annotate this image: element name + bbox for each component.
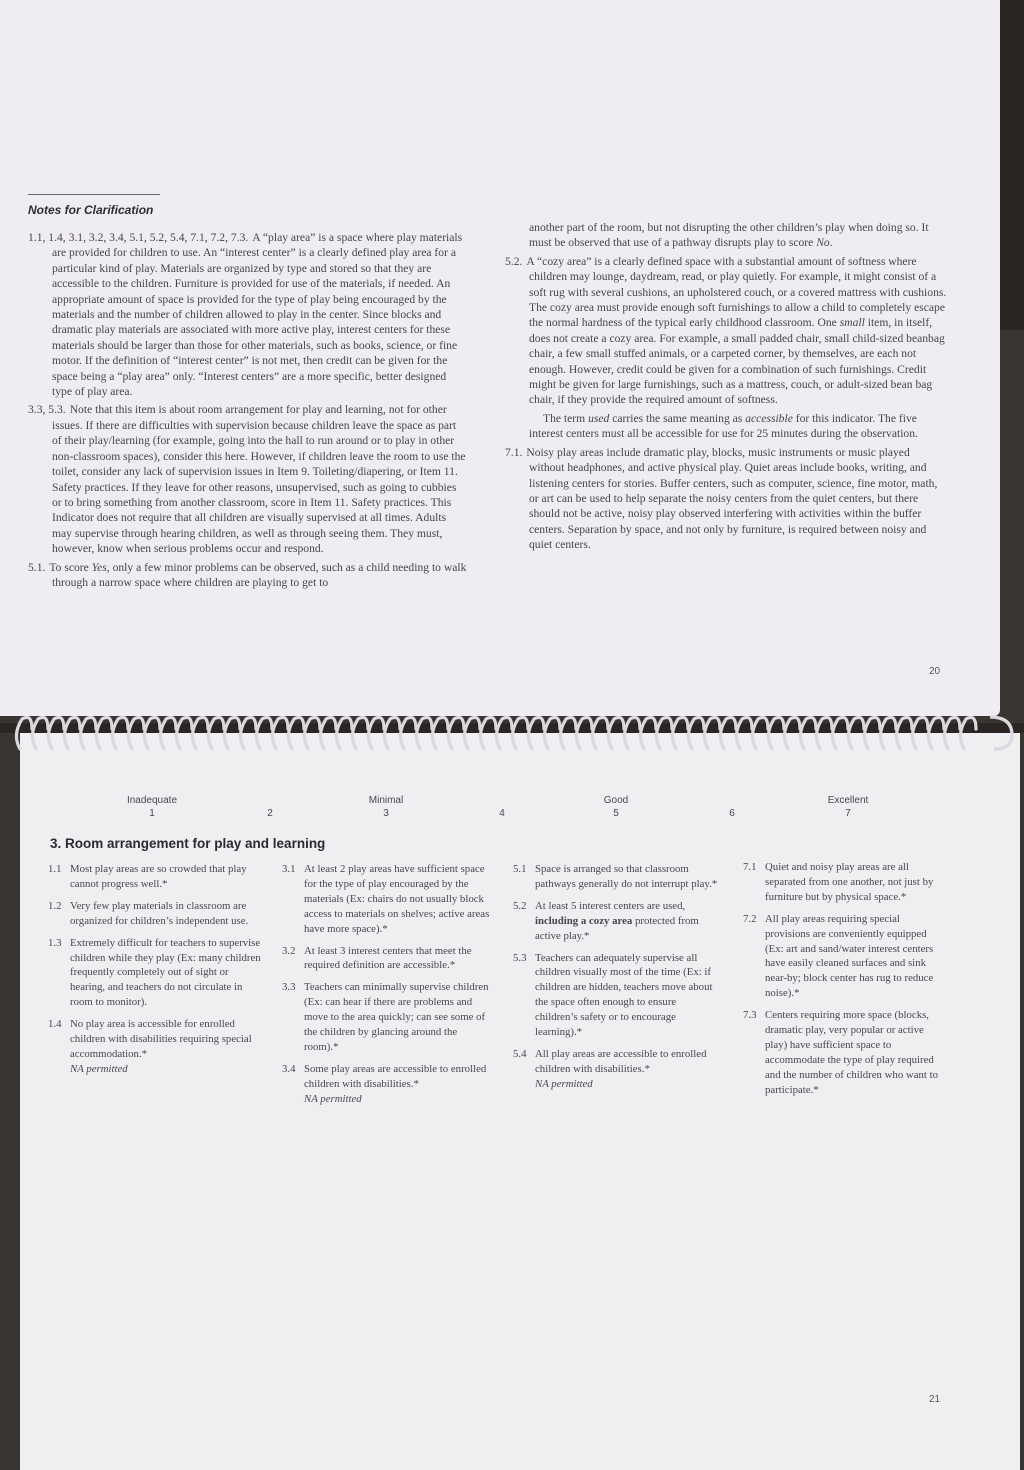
spiral-coil [448, 717, 464, 749]
note-play-area [28, 230, 468, 399]
note-text: for this indicator. The five interest centers must all be accessible for use for 25 minutes during the observation. [529, 411, 918, 441]
note-emphasis: accessible [745, 411, 793, 425]
note-emphasis: No [816, 236, 830, 250]
indicator-text: Space is arranged so that classroom pathways generally do not interrupt play.* [535, 863, 718, 890]
spiral-coil [432, 717, 448, 749]
spiral-coil [32, 717, 48, 749]
indicator-number: 7.1 [743, 861, 757, 873]
indicator-text: Centers requiring more space (blocks, dramatic play, very popular or active play) have sufficient space to accommodate the type of play required and the number of children who want to participate.* [765, 1009, 939, 1096]
indicator [743, 860, 943, 905]
spiral-coil [224, 717, 240, 749]
indicator-number: 7.2 [743, 912, 757, 925]
note-emphasis: small [839, 316, 865, 330]
note-text: Note that this item is about room arrangement for play and learning, not for other issues. If there are difficulties with supervision because children leave the space as part of their play/learning (for example, going into the hall to run around or to play in other non-classroom spaces), consider this here. However, if children leave the room to use the toilet, consider any lack of supervision issues in Item 9. Toileting/diapering, or Item 11. Safety practices. If they leave for other reasons, unsupervised, such as going to cubbies or to bring something from another classroom, score in Item 11. Safety practices. This Indicator does not require that all children are visually supervised at all times. Adults may supervise through hearing children, as well as through seeing them. They must, however, know when serious problems occur and respond. [52, 403, 466, 556]
spiral-coil [784, 717, 800, 749]
spiral-coil [752, 717, 768, 749]
spiral-coil [208, 717, 224, 749]
spiral-coil [128, 717, 144, 749]
spiral-coil [960, 717, 976, 749]
notes-heading: Notes for Clarification [28, 203, 154, 217]
indicator [743, 912, 943, 1001]
note-pathways-continued [505, 220, 947, 251]
indicator-text: Most play areas are so crowded that play cannot progress well.* [70, 863, 247, 890]
scale-label-minimal: Minimal [368, 795, 404, 806]
rating-scale [0, 795, 1024, 827]
indicator-text: protected from active play.* [535, 914, 699, 942]
indicator-text: Quiet and noisy play areas are all separated from one another, not just by furniture but by physical space.* [765, 861, 934, 903]
spiral-coil [304, 717, 320, 749]
note-number: 1.1, 1.4, 3.1, 3.2, 3.4, 5.1, 5.2, 5.4, 7.1, 7.2, 7.3. [28, 231, 249, 244]
spiral-coil [64, 717, 80, 749]
column-minimal [282, 862, 494, 1114]
spiral-coil [320, 717, 336, 749]
spiral-coil [512, 717, 528, 749]
scale-number: 7 [845, 808, 851, 819]
note-number: 3.3, 5.3. [28, 403, 66, 417]
indicator [48, 899, 263, 929]
indicator-number: 1.1 [48, 863, 62, 875]
note-text: To score [49, 560, 92, 574]
note-emphasis: used [588, 411, 610, 425]
indicator-number: 1.2 [48, 899, 62, 912]
spiral-coil [112, 717, 128, 749]
spiral-coil [176, 717, 192, 749]
indicator-number: 7.3 [743, 1009, 757, 1022]
indicator-number: 1.3 [48, 936, 62, 949]
column-excellent [743, 860, 943, 1105]
indicator [48, 862, 263, 892]
scale-number: 6 [729, 808, 735, 819]
note-text: carries the same meaning as [609, 411, 746, 425]
note-text: The term [543, 411, 589, 425]
spiral-coil [896, 717, 912, 749]
spiral-coil [640, 717, 656, 749]
spiral-coil [768, 717, 784, 749]
spiral-coil [864, 717, 880, 749]
spiral-binding [0, 705, 1024, 765]
indicator [282, 980, 494, 1055]
spiral-coil [96, 717, 112, 749]
indicator-text: Some play areas are accessible to enrolled children with disabilities.* [304, 1062, 487, 1090]
notes-right-column [505, 220, 947, 556]
spiral-coil [608, 717, 624, 749]
spiral-coil [192, 717, 208, 749]
indicator-number: 5.2 [513, 899, 527, 912]
indicator [48, 936, 263, 1011]
na-permitted-note: NA permitted [70, 1062, 128, 1075]
indicator [282, 1062, 494, 1107]
spiral-coil [880, 717, 896, 749]
spiral-coil [624, 717, 640, 749]
spiral-coil [544, 717, 560, 749]
spiral-coil [256, 717, 272, 749]
spiral-coil [592, 717, 608, 749]
spiral-coil [464, 717, 480, 749]
scale-label-good: Good [603, 795, 629, 806]
scale-label-inadequate: Inadequate [126, 795, 178, 806]
note-number: 5.2. [505, 254, 523, 268]
indicator [282, 944, 494, 974]
page-20 [0, 0, 1000, 716]
spiral-coil [688, 717, 704, 749]
indicator-text: Teachers can adequately supervise all children visually most of the time (Ex: if children are hidden, teachers move about the space often enough to ensure children’s safety or to encourage learning).* [535, 951, 713, 1039]
spiral-coil [240, 717, 256, 749]
note-number: 7.1. [505, 445, 523, 459]
indicator-text: Extremely difficult for teachers to supervise children while they play (Ex: many children frequently completely out of sight or hearing, and teachers do not circulate in room to monitor). [70, 936, 261, 1009]
indicator [282, 862, 494, 937]
spiral-coil [48, 717, 64, 749]
indicator-text: No play area is accessible for enrolled children with disabilities requiring special accommodation.* [70, 1018, 252, 1060]
scale-number: 3 [383, 808, 389, 819]
spiral-coil [560, 717, 576, 749]
indicator-number: 5.4 [513, 1047, 527, 1060]
indicator-number: 3.4 [282, 1062, 296, 1075]
indicator-number: 1.4 [48, 1018, 62, 1031]
indicator-number: 5.3 [513, 951, 527, 964]
scale-label-excellent: Excellent [827, 795, 869, 806]
spiral-coil [928, 717, 944, 749]
indicator-number: 5.1 [513, 863, 527, 875]
note-text: another part of the room, but not disrupting the other children’s play when doing so. It must be observed that use of a pathway disrupts play to score [529, 221, 929, 250]
spiral-coil [816, 717, 832, 749]
note-cozy-area [505, 254, 947, 408]
spiral-coil [832, 717, 848, 749]
spiral-coil [144, 717, 160, 749]
indicator [513, 1047, 718, 1092]
spiral-coil [480, 717, 496, 749]
column-inadequate [48, 862, 263, 1084]
spiral-coil [736, 717, 752, 749]
spiral-coil [800, 717, 816, 749]
spiral-coil [720, 717, 736, 749]
note-text: item, in itself, does not create a cozy area. For example, a small padded chair, small child-sized beanbag chair, a few small stuffed animals, or a carpeted corner, by themselves, are each not enough. However, credit could be given for a combination of such furnishings. Credit might be given for large furnishings, such as a mattress, couch, or adult-sized bean bag chair, if they provide the required amount of softness. [529, 316, 945, 407]
spiral-coil [160, 717, 176, 749]
spiral-coil [496, 717, 512, 749]
scale-number: 1 [149, 808, 155, 819]
note-text: A “play area” is a space where play materials are provided for children to use. An “interest center” is a clearly defined play area for a particular kind of play. Materials are organized by type and stored so that they are accessible to the children. Furniture is provided for use of the materials, if needed. An appropriate amount of space is provided for the type of play being encouraged by the materials and the number of children allowed to play in the center. Since blocks and dramatic play materials are associated with more active play, interest centers for these materials should be larger than those for other materials, such as books, science, or fine motor. If the definition of “interest center” is not met, then credit can be given for the space being a “play area” only. “Interest centers” are a more specific, better designed type of play area. [52, 231, 463, 399]
note-number: 5.1. [28, 560, 46, 574]
indicator [513, 862, 718, 892]
scale-number: 5 [613, 808, 619, 819]
spiral-coil [912, 717, 928, 749]
indicator [48, 1017, 263, 1077]
spiral-coil [848, 717, 864, 749]
spiral-coil [400, 717, 416, 749]
scale-number: 4 [499, 808, 505, 819]
indicator-text: At least 2 play areas have sufficient space for the type of play encouraged by the materials (Ex: chairs do not usually block access to materials on shelves; active areas have more space).* [304, 863, 490, 935]
note-text: Noisy play areas include dramatic play, blocks, music instruments or music played without headphones, and active physical play. Quiet areas include books, writing, and listening centers for stories. Buffer centers, such as computer, science, fine motor, math, or art can be used to help separate the noisy centers from the quiet centers, but there should not be active, noisy play observed interfering with activities within the buffer centers. Separation by space, and not only by furniture, is required between noisy and quiet centers. [526, 445, 938, 552]
indicator-number: 3.1 [282, 863, 296, 875]
heading-rule [28, 194, 160, 195]
spiral-coil [288, 717, 304, 749]
indicator-text: All play areas are accessible to enrolled children with disabilities.* [535, 1047, 707, 1075]
page-number: 20 [929, 666, 941, 677]
spiral-coil [80, 717, 96, 749]
spiral-coil [384, 717, 400, 749]
indicator-bold-text: including a cozy area [535, 914, 633, 927]
spiral-coil [528, 717, 544, 749]
notes-left-column [28, 230, 468, 593]
item-title: 3. Room arrangement for play and learning [50, 836, 326, 851]
indicator-text: All play areas requiring special provisions are conveniently equipped (Ex: art and sand/water interest centers have easily cleaned surfaces and sink near-by; block center has rug to reduce noise).* [765, 912, 934, 1000]
note-cozy-area-used [505, 411, 947, 442]
indicator [513, 951, 718, 1040]
page-number: 21 [929, 1394, 941, 1405]
note-pathways [28, 560, 468, 591]
indicator [513, 899, 718, 944]
spiral-coil [272, 717, 288, 749]
spiral-coil [336, 717, 352, 749]
spiral-coil [704, 717, 720, 749]
na-permitted-note: NA permitted [304, 1092, 362, 1105]
indicator-number: 3.2 [282, 944, 296, 957]
spiral-coil [672, 717, 688, 749]
note-text: , only a few minor problems can be observed, such as a child needing to walk through a narrow space where children are playing to get to [52, 560, 467, 589]
note-text: A “cozy area” is a clearly defined space with a substantial amount of softness where children may lounge, daydream, read, or play quietly. For example, it might consist of a soft rug with several cushions, an upholstered couch, or a covered mattress with cushions. The cozy area must provide enough soft furnishings to allow a child to completely escape the normal hardness of the typical early childhood classroom. One [526, 254, 947, 330]
indicator-text: At least 3 interest centers that meet the required definition are accessible.* [304, 944, 472, 972]
scale-number: 2 [267, 808, 273, 819]
spiral-coil [368, 717, 384, 749]
spiral-coil [352, 717, 368, 749]
indicator-text: At least 5 interest centers are used, [535, 899, 686, 912]
indicator [743, 1008, 943, 1097]
na-permitted-note: NA permitted [535, 1077, 593, 1090]
indicator-text: Teachers can minimally supervise children (Ex: can hear if there are problems and move to the area quickly; can see some of the children by glancing around the room).* [304, 981, 489, 1053]
spiral-coil [576, 717, 592, 749]
spiral-coil [944, 717, 960, 749]
spiral-coil [656, 717, 672, 749]
note-noisy-quiet [505, 445, 947, 553]
note-text: . [829, 236, 833, 250]
spiral-coil [16, 717, 32, 749]
note-supervision [28, 402, 468, 556]
indicator-number: 3.3 [282, 981, 296, 994]
column-good [513, 862, 718, 1099]
note-emphasis: Yes [91, 560, 107, 574]
indicator-text: Very few play materials in classroom are organized for children’s independent use. [70, 899, 249, 927]
spiral-coil [416, 717, 432, 749]
